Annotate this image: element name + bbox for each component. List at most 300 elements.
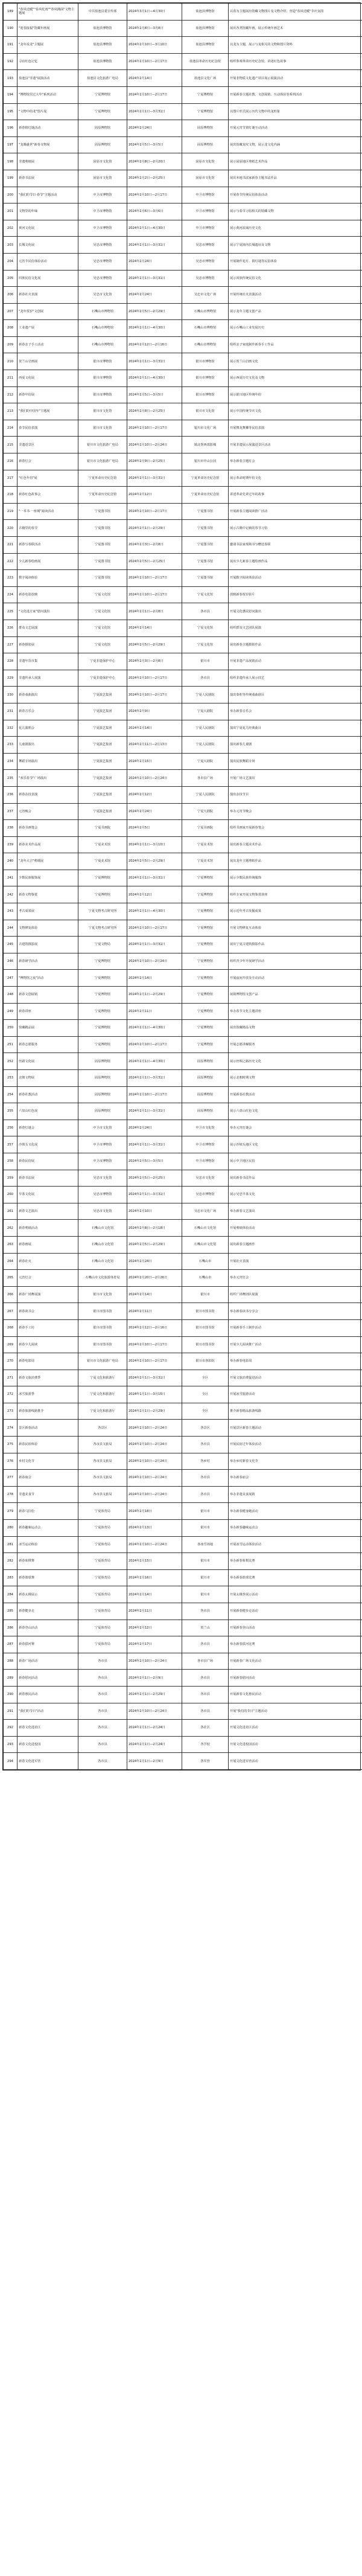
row-number-cell: 290 [4, 1686, 17, 1703]
table-row [4, 1036, 362, 1053]
venue-cell: 石嘴山市 [182, 1253, 229, 1270]
table-row [4, 1070, 362, 1087]
venue-cell: 各市县广场 [182, 770, 229, 787]
venue-cell: 宁夏博物馆 [182, 903, 229, 920]
event-name-cell: 早茶文化展 [17, 1187, 78, 1203]
event-name-cell: 新春慰问活动 [17, 1670, 78, 1687]
venue-cell: 宁夏文化馆 [182, 620, 229, 636]
event-name-cell: 新春社火 [17, 1253, 78, 1270]
row-number-cell: 269 [4, 1336, 17, 1353]
organizer-cell: 盐池县博物馆 [78, 20, 127, 37]
row-number-cell: 253 [4, 1070, 17, 1087]
event-date-cell: 2024年2月1日—3月31日 [127, 470, 182, 487]
row-number-cell: 258 [4, 1153, 17, 1170]
event-content-cell: 开展广场文艺演出 [229, 770, 362, 787]
event-content-cell: 展示固原地区剪纸艺术作品 [229, 153, 362, 170]
table-row [4, 603, 362, 620]
event-name-cell: 冰雪旅游季 [17, 1386, 78, 1403]
venue-cell: 盐池县文化广场 [182, 70, 229, 87]
row-number-cell: 201 [4, 203, 17, 220]
row-number-cell: 252 [4, 1053, 17, 1070]
event-date-cell: 2024年2月5日 [127, 820, 182, 837]
event-name-cell: 文物里的年味 [17, 203, 78, 220]
event-content-cell: 开展春节传统民俗体验活动 [229, 187, 362, 203]
event-date-cell: 2024年2月11日 [127, 1303, 182, 1320]
event-content-cell: 展示北朝时期文物 [229, 1070, 362, 1087]
organizer-cell: 宁夏文物考古研究所 [78, 903, 127, 920]
table-row [4, 153, 362, 170]
organizer-cell: 各景区 [78, 1420, 127, 1437]
event-name-cell: 舞蹈专场演出 [17, 753, 78, 770]
event-date-cell: 2024年2月10日—2月24日 [127, 1486, 182, 1503]
organizer-cell: 宁夏文化和旅游厅 [78, 1386, 127, 1403]
event-date-cell: 2024年2月10日—2月24日 [127, 437, 182, 453]
event-content-cell: 展示吴忠早茶文化 [229, 1187, 362, 1203]
table-row [4, 586, 362, 603]
row-number-cell: 257 [4, 1136, 17, 1153]
row-number-cell: 268 [4, 1319, 17, 1336]
row-number-cell: 207 [4, 303, 17, 320]
event-date-cell: 2024年2月1日—4月30日 [127, 903, 182, 920]
table-row [4, 636, 362, 653]
row-number-cell: 266 [4, 1286, 17, 1303]
organizer-cell: 宁夏博物馆 [78, 970, 127, 987]
organizer-cell: 宁夏体育局 [78, 1536, 127, 1553]
venue-cell: 宁夏博物馆 [182, 870, 229, 886]
row-number-cell: 289 [4, 1670, 17, 1687]
event-date-cell: 2024年2月10日—2月17日 [127, 670, 182, 687]
row-number-cell: 191 [4, 37, 17, 54]
event-content-cell: 开展文化进军营活动 [229, 1753, 362, 1770]
table-row [4, 70, 362, 87]
table-row [4, 470, 362, 487]
organizer-cell: 宁夏体育局 [78, 1569, 127, 1586]
venue-cell: 宁夏文化馆 [182, 636, 229, 653]
row-number-cell: 256 [4, 1120, 17, 1136]
organizer-cell: 固原市文化馆 [78, 170, 127, 187]
event-content-cell: 开展"我们的节日"主题活动 [229, 1703, 362, 1720]
event-content-cell: 开展新春登山活动 [229, 1620, 362, 1636]
venue-cell: 宁夏革命历史纪念馆 [182, 487, 229, 504]
table-row [4, 786, 362, 803]
event-date-cell: 2024年2月1日—2月9日 [127, 1753, 182, 1770]
organizer-cell: 宁夏文化馆 [78, 620, 127, 636]
table-row [4, 253, 362, 270]
venue-cell: 宁夏博物馆 [182, 987, 229, 1004]
event-content-cell: 组织亲子家庭制作新春手工作品 [229, 336, 362, 353]
row-number-cell: 263 [4, 1236, 17, 1253]
event-name-cell: 元宵灯会 [17, 1270, 78, 1287]
table-row [4, 1503, 362, 1520]
organizer-cell: 宁夏非遗保护中心 [78, 653, 127, 670]
table-row [4, 336, 362, 353]
row-number-cell: 200 [4, 187, 17, 203]
row-number-cell: 193 [4, 70, 17, 87]
venue-cell: 银川市各影院 [182, 1353, 229, 1370]
event-name-cell: 新春杂技表演 [17, 786, 78, 803]
event-content-cell: 展出宁夏古建筑摄影作品 [229, 937, 362, 953]
event-date-cell: 2024年2月10日—2月17日 [127, 1353, 182, 1370]
event-content-cell: 开展冰雪运动体验活动 [229, 1536, 362, 1553]
event-name-cell: 古籍里的春节 [17, 520, 78, 537]
table-row [4, 836, 362, 853]
event-name-cell: 考古成果展 [17, 903, 78, 920]
table-row [4, 886, 362, 903]
event-content-cell: 展示贺兰山岩画文化 [229, 353, 362, 370]
event-name-cell: 新春年俗展 [17, 386, 78, 403]
table-row [4, 287, 362, 304]
row-number-cell: 280 [4, 1520, 17, 1537]
event-name-cell: 新春象棋赛 [17, 1553, 78, 1570]
event-name-cell: 新春文物鉴赏 [17, 886, 78, 903]
organizer-cell: 宁夏图书馆 [78, 503, 127, 520]
row-number-cell: 203 [4, 237, 17, 254]
venue-cell: 宁夏博物馆 [182, 86, 229, 103]
event-name-cell: 冰雪运动体验 [17, 1536, 78, 1553]
venue-cell: 银川市中山公园 [182, 453, 229, 470]
event-date-cell: 2024年2月10日—2月24日 [127, 1536, 182, 1553]
event-name-cell: 非遗传承人展演 [17, 670, 78, 687]
table-row [4, 1470, 362, 1487]
row-number-cell: 221 [4, 537, 17, 554]
event-date-cell: 2024年2月5日—2月29日 [127, 636, 182, 653]
venue-cell: 吴忠市文化广场 [182, 1203, 229, 1220]
row-number-cell: 208 [4, 320, 17, 337]
venue-cell: 各市县 [182, 603, 229, 620]
event-date-cell: 2024年2月1日—4月30日 [127, 320, 182, 337]
event-name-cell: 少数民族服饰展 [17, 870, 78, 886]
event-content-cell: 展示近年考古发掘成果 [229, 903, 362, 920]
event-content-cell: 展示六盘山红色文化 [229, 1103, 362, 1120]
event-name-cell: "一本书·一座城"阅读活动 [17, 503, 78, 520]
table-row [4, 136, 362, 153]
organizer-cell: 宁夏博物馆 [78, 103, 127, 120]
event-content-cell: 开展新春文化惠民活动 [229, 1686, 362, 1703]
row-number-cell: 243 [4, 903, 17, 920]
organizer-cell: 宁夏体育局 [78, 1636, 127, 1653]
event-name-cell: 新春电影周 [17, 1353, 78, 1370]
row-number-cell: 206 [4, 287, 17, 304]
event-table [3, 3, 362, 1770]
event-name-cell: 新春文化进校园 [17, 1736, 78, 1753]
venue-cell: 银川市图书馆 [182, 1336, 229, 1353]
table-row [4, 803, 362, 820]
event-content-cell: 开展文化进社区活动 [229, 1720, 362, 1737]
venue-cell: 中卫市博物馆 [182, 220, 229, 237]
event-content-cell: 举办新春拔河比赛 [229, 1636, 362, 1653]
event-date-cell: 2024年2月1日—3月31日 [127, 937, 182, 953]
event-date-cell: 2024年2月10日—2月17日 [127, 53, 182, 70]
event-date-cell: 2024年2月5日—3月5日 [127, 136, 182, 153]
table-row [4, 937, 362, 953]
table-row [4, 1420, 362, 1437]
event-name-cell: 黄河文化展 [17, 220, 78, 237]
event-date-cell: 2024年2月5日—2月29日 [127, 1236, 182, 1253]
organizer-cell: 石嘴山市文化旅游体育局 [78, 1270, 127, 1287]
event-name-cell: 元宵晚会 [17, 803, 78, 820]
table-row [4, 1386, 362, 1403]
table-row [4, 1620, 362, 1636]
organizer-cell: 宁夏演艺集团 [78, 753, 127, 770]
venue-cell: 宁夏博物馆 [182, 970, 229, 987]
table-row [4, 203, 362, 220]
event-content-cell: 演出宁夏花儿经典曲目 [229, 720, 362, 737]
event-date-cell: 2024年2月16日 [127, 1569, 182, 1586]
event-content-cell: 举办新春篮球比赛 [229, 1569, 362, 1586]
event-name-cell: 沙坡头文化展 [17, 1136, 78, 1153]
table-row [4, 1403, 362, 1420]
event-content-cell: 展示沙坡头地区文化 [229, 1136, 362, 1153]
organizer-cell: 宁夏体育局 [78, 1503, 127, 1520]
table-row [4, 1103, 362, 1120]
event-name-cell: 非遗美食节 [17, 1486, 78, 1503]
venue-cell: 石嘴山市文化馆 [182, 1220, 229, 1237]
row-number-cell: 284 [4, 1586, 17, 1603]
row-number-cell: 223 [4, 570, 17, 587]
venue-cell: 固原博物馆 [182, 136, 229, 153]
event-content-cell: 开展非遗产品展销活动 [229, 653, 362, 670]
venue-cell: 各市县 [182, 1437, 229, 1453]
row-number-cell: 210 [4, 353, 17, 370]
row-number-cell: 281 [4, 1536, 17, 1553]
event-date-cell: 2024年2月5日—2月25日 [127, 1170, 182, 1187]
event-content-cell: 开展冰雪旅游活动 [229, 1386, 362, 1403]
event-date-cell: 2024年2月1日—3月31日 [127, 270, 182, 287]
table-row [4, 970, 362, 987]
venue-cell: 宁夏人民剧院 [182, 786, 229, 803]
event-name-cell: 非遗进景区 [17, 437, 78, 453]
event-content-cell: 开展非遗展示展演进景区活动 [229, 437, 362, 453]
event-date-cell: 2024年2月24日 [127, 253, 182, 270]
event-content-cell: 开展夜间开放及互动活动 [229, 970, 362, 987]
event-name-cell: 新春研学活动 [17, 953, 78, 970]
event-content-cell: 举办非遗美食展销 [229, 1486, 362, 1503]
table-row [4, 1220, 362, 1237]
event-content-cell: 展出新春主题画作 [229, 1236, 362, 1253]
event-content-cell: 展出少儿新春主题绘画作品 [229, 553, 362, 570]
event-date-cell: 2024年2月1日—4月30日 [127, 1053, 182, 1070]
venue-cell: 各冰雪场地 [182, 1536, 229, 1553]
event-content-cell: 开展新春广场文化活动 [229, 1653, 362, 1670]
venue-cell: 宁夏博物馆 [182, 103, 229, 120]
table-row [4, 503, 362, 520]
venue-cell: 各市县 [182, 1703, 229, 1720]
organizer-cell: 宁夏博物馆 [78, 1020, 127, 1037]
organizer-cell: 宁夏演艺集团 [78, 703, 127, 720]
table-row [4, 770, 362, 787]
organizer-cell: 宁夏体育局 [78, 1603, 127, 1620]
event-content-cell: 展出馆藏精品文物 [229, 1020, 362, 1037]
event-content-cell: 举办新春电影周 [229, 1353, 362, 1370]
event-date-cell: 2024年2月11日 [127, 1003, 182, 1020]
table-row [4, 1170, 362, 1187]
row-number-cell: 230 [4, 687, 17, 703]
table-row [4, 1236, 362, 1253]
organizer-cell: 各市县 [78, 1703, 127, 1720]
event-name-cell: "龙年贺岁"文创展 [17, 303, 78, 320]
venue-cell: 各市县广场 [182, 1653, 229, 1670]
venue-cell: 吴忠市文化馆 [182, 1170, 229, 1187]
row-number-cell: 222 [4, 553, 17, 570]
venue-cell: 宁夏大剧院 [182, 703, 229, 720]
venue-cell: 全区 [182, 1403, 229, 1420]
event-content-cell: 开展社火表演 [229, 1253, 362, 1270]
venue-cell: 吴忠市博物馆 [182, 237, 229, 254]
organizer-cell: 宁夏博物馆 [78, 86, 127, 103]
row-number-cell: 199 [4, 170, 17, 187]
event-name-cell: 新春广场活动 [17, 1653, 78, 1670]
event-content-cell: 组织参观革命历史纪念馆，讲述红色故事 [229, 53, 362, 70]
event-date-cell: 2024年2月1日—2月8日 [127, 603, 182, 620]
venue-cell: 银川市博物馆 [182, 370, 229, 387]
organizer-cell: 吴忠市文化馆 [78, 1203, 127, 1220]
table-row [4, 420, 362, 437]
event-content-cell: 以春为主题展出馆藏文物图片及文物介绍，营造"春风送暖"节庆氛围 [229, 4, 362, 21]
row-number-cell: 273 [4, 1403, 17, 1420]
row-number-cell: 260 [4, 1187, 17, 1203]
event-content-cell: 开展传统社火表演活动 [229, 287, 362, 304]
event-date-cell: 2024年2月1日—3月31日 [127, 103, 182, 120]
venue-cell: 宁夏图书馆 [182, 537, 229, 554]
event-date-cell: 2024年2月1日—2月29日 [127, 1686, 182, 1703]
event-date-cell: 2024年2月24日 [127, 803, 182, 820]
organizer-cell: 盐池县文化旅游广电局 [78, 70, 127, 87]
organizer-cell: 宁夏体育局 [78, 1553, 127, 1570]
event-content-cell: 开展新春社教活动 [229, 1086, 362, 1103]
organizer-cell: 宁夏图书馆 [78, 520, 127, 537]
row-number-cell: 244 [4, 920, 17, 937]
event-date-cell: 2024年2月2日—2月25日 [127, 170, 182, 187]
event-name-cell: 新春社教活动 [17, 1086, 78, 1103]
organizer-cell: 吴忠市博物馆 [78, 270, 127, 287]
event-date-cell: 2024年2月10日—2月17日 [127, 687, 182, 703]
venue-cell: 宁夏美术馆 [182, 853, 229, 870]
venue-cell: 银川市 [182, 1569, 229, 1586]
event-date-cell: 2024年2月6日—3月6日 [127, 203, 182, 220]
event-name-cell: "欢乐春节"广场演出 [17, 770, 78, 787]
venue-cell: 银川市 [182, 1520, 229, 1537]
event-name-cell: 数字阅读体验 [17, 570, 78, 587]
event-content-cell: 展出新春主题美术作品 [229, 836, 362, 853]
venue-cell: 固原市文化馆 [182, 170, 229, 187]
table-row [4, 1253, 362, 1270]
event-date-cell: 2024年2月14日 [127, 620, 182, 636]
organizer-cell: 各市县 [78, 1670, 127, 1687]
row-number-cell: 287 [4, 1636, 17, 1653]
organizer-cell: 银川市图书馆 [78, 1336, 127, 1353]
event-name-cell: 新春亲子手工活动 [17, 336, 78, 353]
event-content-cell: 展示丝绸之路历史文化 [229, 1053, 362, 1070]
event-name-cell: 新春读书会 [17, 1303, 78, 1320]
event-date-cell: 2024年2月10日—2月24日 [127, 1470, 182, 1487]
event-date-cell: 2024年2月5日—2月29日 [127, 303, 182, 320]
table-row [4, 687, 362, 703]
venue-cell: 银川市 [182, 1586, 229, 1603]
venue-cell: 固原博物馆 [182, 1103, 229, 1120]
venue-cell: 贺兰山 [182, 1620, 229, 1636]
venue-cell: 各市县 [182, 1636, 229, 1653]
event-name-cell: 非遗剪纸展 [17, 153, 78, 170]
event-date-cell: 2024年2月13日 [127, 1520, 182, 1537]
organizer-cell: 各市县 [78, 1653, 127, 1670]
event-name-cell: "红色年俗"展 [17, 470, 78, 487]
row-number-cell: 198 [4, 153, 17, 170]
venue-cell: 固原市文化馆 [182, 153, 229, 170]
event-name-cell: 新春民宿体验 [17, 1437, 78, 1453]
row-number-cell: 197 [4, 136, 17, 153]
table-row [4, 1370, 362, 1386]
event-date-cell: 2024年2月10日—2月17日 [127, 86, 182, 103]
table-row [4, 220, 362, 237]
row-number-cell: 226 [4, 620, 17, 636]
event-name-cell: 北朝文物展 [17, 1070, 78, 1087]
event-date-cell: 2024年2月1日—2月24日 [127, 1736, 182, 1753]
event-content-cell: 组织广场舞团队展演 [229, 1286, 362, 1303]
event-content-cell: 推介新春精品旅游线路 [229, 1403, 362, 1420]
event-content-cell: 举办新春趣味运动会 [229, 1520, 362, 1537]
table-row [4, 270, 362, 287]
organizer-cell: 各市县 [78, 1753, 127, 1770]
organizer-cell: 固原市文化馆 [78, 153, 127, 170]
row-number-cell: 233 [4, 737, 17, 754]
venue-cell: 吴忠市博物馆 [182, 253, 229, 270]
table-row [4, 1553, 362, 1570]
event-name-cell: 西夏文化展 [17, 370, 78, 387]
venue-cell: 宁夏博物馆 [182, 937, 229, 953]
table-row [4, 1053, 362, 1070]
venue-cell: 银川市文化广场 [182, 420, 229, 437]
event-content-cell: 开展新春主题阅读推广活动 [229, 503, 362, 520]
event-name-cell: 贺兰山岩画展 [17, 353, 78, 370]
row-number-cell: 214 [4, 420, 17, 437]
table-row [4, 1437, 362, 1453]
event-date-cell: 2024年2月1日—4月30日 [127, 220, 182, 237]
event-date-cell: 2024年2月10日 [127, 1203, 182, 1220]
event-date-cell: 2024年2月1日—2月29日 [127, 1403, 182, 1420]
event-name-cell: 新春篮球赛 [17, 1569, 78, 1586]
event-name-cell: "博物馆里过大年"系列活动 [17, 86, 78, 103]
row-number-cell: 231 [4, 703, 17, 720]
event-name-cell: 长城文化展 [17, 237, 78, 254]
venue-cell: 银川市文化馆 [182, 403, 229, 420]
event-date-cell: 2024年2月1日—2月29日 [127, 987, 182, 1004]
event-content-cell: 展出各类馆藏年画，展示传统年画艺术 [229, 20, 362, 37]
row-number-cell: 271 [4, 1370, 17, 1386]
organizer-cell: 宁夏博物馆 [78, 870, 127, 886]
organizer-cell: 吴忠市博物馆 [78, 253, 127, 270]
table-row [4, 570, 362, 587]
event-date-cell: 2024年2月5日—3月5日 [127, 386, 182, 403]
venue-cell: 固原博物馆 [182, 1086, 229, 1103]
row-number-cell: 190 [4, 20, 17, 37]
event-date-cell: 2024年2月1日—4月30日 [127, 1020, 182, 1037]
venue-cell: 银川市 [182, 1503, 229, 1520]
venue-cell: 宁夏美术馆 [182, 836, 229, 853]
row-number-cell: 251 [4, 1036, 17, 1053]
event-date-cell: 2024年2月12日—2月16日 [127, 336, 182, 353]
event-name-cell: 新春书画笔会 [17, 820, 78, 837]
venue-cell: 各学校 [182, 1736, 229, 1753]
table-row [4, 987, 362, 1004]
event-content-cell: 展示龙年主题文创产品 [229, 303, 362, 320]
organizer-cell: 固原博物馆 [78, 1053, 127, 1070]
event-date-cell: 2024年2月10日—2月24日 [127, 770, 182, 787]
table-row [4, 853, 362, 870]
event-content-cell: 举办新春象棋比赛 [229, 1553, 362, 1570]
table-row [4, 620, 362, 636]
venue-cell: 各市县 [182, 1486, 229, 1503]
venue-cell: 各乡村 [182, 1453, 229, 1470]
